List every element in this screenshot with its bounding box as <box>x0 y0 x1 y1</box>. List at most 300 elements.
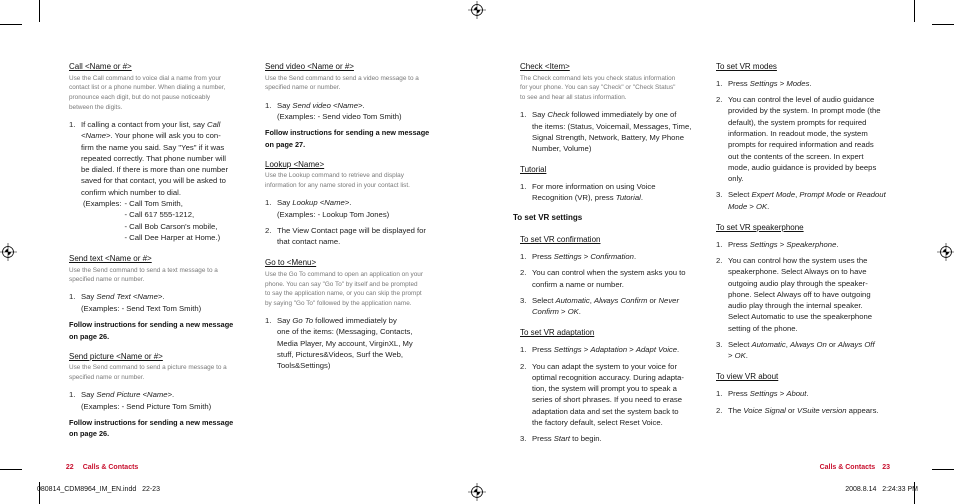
text-line: information for any name stored in your contact list. <box>265 182 410 190</box>
numbered-step <box>69 119 251 243</box>
text-run: confirm which number to dial. <box>81 187 181 197</box>
text-run: . Your phone will ask you to con- <box>110 131 221 141</box>
text-line: The Check command lets you check status information <box>520 74 676 82</box>
step-text <box>532 295 702 318</box>
text-run: firm the name you said. Say "Yes" if it was <box>81 142 225 152</box>
step-number: 2. <box>265 225 272 235</box>
text-line <box>728 266 898 277</box>
step-text <box>532 109 702 154</box>
text-line <box>277 225 447 236</box>
subsection-heading: Check <Item> <box>520 62 570 71</box>
text-run: only. <box>728 174 744 184</box>
numbered-step <box>69 291 251 314</box>
text-line <box>728 78 898 89</box>
subsection-heading: To set VR confirmation <box>520 235 601 245</box>
text-run: Select <box>728 340 752 350</box>
text-run: or <box>826 340 838 350</box>
step-number: 1. <box>520 181 527 191</box>
text-run: information. In readout mode, the system <box>728 128 868 138</box>
text-run: optimal recognition accuracy. During adapta- <box>532 372 684 382</box>
step-text <box>81 389 251 412</box>
text-line: Follow instructions for sending a new message <box>69 417 234 427</box>
step-number: 3. <box>520 296 527 306</box>
italic-term: Automatic <box>751 340 786 350</box>
numbered-step <box>716 239 898 250</box>
italic-term: Automatic <box>555 296 590 306</box>
text-line <box>81 291 251 302</box>
text-line <box>277 100 447 111</box>
text-line: on page 26. <box>69 429 110 439</box>
slug-timestamp: 2008.8.14 2:24:33 PM <box>845 486 918 493</box>
numbered-step <box>716 339 898 362</box>
text-line: for your phone. You can say "Check" or "Check Status" <box>520 84 676 92</box>
text-line <box>277 338 447 349</box>
text-run: For more information on using Voice <box>532 181 656 191</box>
text-line <box>728 128 898 139</box>
text-run: > <box>728 351 735 361</box>
italic-term: Never <box>658 296 680 306</box>
italic-term: OK <box>567 307 579 317</box>
numbered-step <box>520 344 702 355</box>
text-run: Signal Strength, Network, Battery, My Phone <box>532 132 684 142</box>
text-line <box>728 350 898 361</box>
text-run: The View Contact page will be displayed for <box>277 225 426 235</box>
text-run: mode, audio guidance is provided by beeps <box>728 162 877 172</box>
step-text <box>532 433 702 444</box>
text-run: that contact name. <box>277 237 341 247</box>
step-number: 1. <box>716 389 723 399</box>
registration-mark-icon <box>937 243 954 261</box>
text-run: setting of the phone. <box>728 323 798 333</box>
text-run: > <box>581 252 591 262</box>
text-run: Media Player, My account, VirginXL, My <box>277 338 413 348</box>
crop-mark <box>39 0 40 22</box>
example-command: - Call 617 555-1212, <box>124 210 195 220</box>
text-line <box>532 192 702 203</box>
numbered-step <box>265 225 447 248</box>
numbered-step <box>520 109 702 154</box>
text-run: (Examples: - Send video Tom Smith) <box>277 111 402 121</box>
text-run: the factory default, select Reset Voice. <box>532 418 663 428</box>
step-text <box>532 267 702 290</box>
numbered-step <box>265 315 447 371</box>
text-run: . <box>767 201 770 211</box>
step-text <box>277 197 447 220</box>
text-run: prompts for required information and reads <box>728 140 874 150</box>
text-run: > <box>777 78 787 88</box>
italic-term: Settings <box>749 239 778 249</box>
text-line <box>728 311 898 322</box>
italic-term: Prompt Mode <box>799 190 846 200</box>
text-line <box>728 339 898 350</box>
step-text <box>728 78 898 89</box>
step-number: 1. <box>265 316 272 326</box>
numbered-step <box>265 100 447 123</box>
text-line: specified name or number. <box>69 374 145 382</box>
text-run: > <box>558 307 568 317</box>
text-run: followed immediately by one of <box>569 110 677 120</box>
step-text <box>728 388 898 399</box>
text-line <box>277 315 447 326</box>
text-run: > <box>777 389 787 399</box>
text-run: (Examples: - Send Picture Tom Smith) <box>81 401 212 411</box>
text-run: You can adapt the system to your voice for <box>532 361 678 371</box>
command-description <box>69 363 251 382</box>
text-run: Say <box>277 316 293 326</box>
text-run: , <box>785 340 790 350</box>
italic-term: VSuite version <box>796 405 847 415</box>
text-run: . <box>806 389 809 399</box>
text-run: . <box>677 345 680 355</box>
text-line: Use the Send command to send a picture message to a <box>69 364 227 372</box>
text-line: pronounce each digit, but do not pause noticeably <box>69 94 211 101</box>
step-text <box>728 239 898 250</box>
text-line <box>728 117 898 128</box>
examples-label: (Examples: <box>83 198 122 208</box>
text-run: (Examples: - Lookup Tom Jones) <box>277 209 390 219</box>
text-run: saved for that contact, you will be asked to <box>81 176 226 186</box>
text-run: , <box>795 190 800 200</box>
text-run: appears. <box>846 405 879 415</box>
italic-term: Go To <box>292 316 314 326</box>
text-run: You can control the level of audio guidance <box>728 95 875 105</box>
text-line <box>81 153 251 164</box>
example-command: - Call Dee Harper at Home.) <box>124 232 221 242</box>
running-head: Calls & Contacts <box>82 464 139 471</box>
text-run: series of short phrases. If you need to erase <box>532 395 682 405</box>
crop-mark <box>932 24 954 25</box>
text-run: , <box>589 296 594 306</box>
page-reference-note <box>69 319 251 342</box>
text-run: Press <box>728 239 750 249</box>
text-run: . <box>809 78 812 88</box>
italic-term: About <box>786 389 807 399</box>
text-line: Use the Lookup command to retrieve and display <box>265 172 404 180</box>
text-column <box>716 61 898 416</box>
text-line: Use the Send command to send a video message to a <box>265 74 419 82</box>
text-line: Use the Go To command to open an application on your <box>265 270 423 278</box>
step-text <box>81 291 251 314</box>
text-line <box>81 175 251 186</box>
text-run: . <box>578 307 581 317</box>
italic-term: Check <box>547 110 570 120</box>
step-number: 3. <box>716 340 723 350</box>
text-line: Use the Send command to send a text message to a <box>69 266 218 274</box>
text-line <box>532 417 702 428</box>
crop-mark <box>932 469 954 470</box>
numbered-step <box>520 181 702 204</box>
example-command: - Call Tom Smith, <box>124 198 183 208</box>
text-line <box>532 181 702 192</box>
text-run: Select Automatic to use the speakerphone <box>728 312 873 322</box>
italic-term: Always Off <box>837 340 875 350</box>
command-description <box>69 266 251 285</box>
text-line <box>728 388 898 399</box>
step-number: 1. <box>265 198 272 208</box>
text-line <box>728 105 898 116</box>
text-run: or <box>647 296 659 306</box>
text-line <box>728 173 898 184</box>
text-line <box>728 278 898 289</box>
text-line: to say the application name, or you can skip the prompt <box>265 290 422 298</box>
step-text <box>728 339 898 362</box>
text-line: on page 26. <box>69 331 110 341</box>
numbered-step <box>716 405 898 416</box>
text-run: or <box>845 190 857 200</box>
text-line: Follow instructions for sending a new message <box>265 128 430 138</box>
text-run: Press <box>532 252 554 262</box>
text-line <box>728 289 898 300</box>
step-text <box>277 225 447 248</box>
text-run: Say <box>532 110 548 120</box>
numbered-step <box>520 433 702 444</box>
step-text <box>532 251 702 262</box>
step-number: 3. <box>520 434 527 444</box>
italic-term: Send Picture <Name> <box>96 390 173 400</box>
text-line <box>81 130 251 141</box>
text-run: stuff, Pictures&Videos, Surf the Web, <box>277 350 404 360</box>
italic-term: Settings <box>553 345 582 355</box>
text-run: > <box>627 345 636 355</box>
text-run: the items: (Status, Voicemail, Messages, Time, <box>532 121 692 131</box>
italic-term: Readout <box>856 190 886 200</box>
subsection-heading: To view VR about <box>716 372 779 382</box>
text-line: to see and hear all status information. <box>520 94 627 101</box>
step-text <box>728 255 898 334</box>
subsection-heading: To set VR speakerphone <box>716 222 804 232</box>
text-run: provided by the system. In prompt mode (the <box>728 106 881 116</box>
italic-term: Adaptation <box>590 345 628 355</box>
subsection-heading: To set VR modes <box>716 62 777 71</box>
text-run: out the contents of the screen. In expert <box>728 151 864 161</box>
italic-term: Adapt Voice <box>635 345 678 355</box>
text-line <box>81 142 251 153</box>
page-number: 22 <box>65 464 74 471</box>
step-text <box>728 94 898 184</box>
step-text <box>277 100 447 123</box>
italic-term: Mode <box>728 201 748 211</box>
numbered-step <box>520 361 702 429</box>
page-number: 23 <box>882 464 890 471</box>
italic-term: Send video <Name> <box>292 100 363 110</box>
step-number: 1. <box>520 345 527 355</box>
text-run: Press <box>728 78 750 88</box>
text-run: audio play through the internal speaker. <box>728 301 863 311</box>
step-text <box>728 405 898 416</box>
text-run: Number, Volume) <box>532 144 592 154</box>
text-line <box>728 300 898 311</box>
step-number: 2. <box>716 95 723 105</box>
italic-term: Expert Mode <box>751 190 796 200</box>
right-page-footer <box>816 453 890 473</box>
italic-term: <Name> <box>81 131 111 141</box>
crop-mark <box>914 0 915 22</box>
text-line <box>277 326 447 337</box>
italic-term: Call <box>207 119 221 129</box>
text-run: . <box>162 292 165 302</box>
text-run: confirm a name or number. <box>532 279 624 289</box>
text-line <box>81 303 251 314</box>
text-column <box>265 61 447 372</box>
subsection-heading: Send picture <Name or #> <box>69 351 163 361</box>
text-run: > <box>581 345 591 355</box>
text-line <box>728 189 898 200</box>
registration-mark-icon <box>468 483 486 501</box>
text-line: on page 27. <box>265 139 306 149</box>
text-line <box>81 187 251 198</box>
subsection-heading: Lookup <Name> <box>265 159 325 169</box>
numbered-step <box>520 295 702 318</box>
text-run: (Examples: - Send Text Tom Smith) <box>81 303 202 313</box>
text-line <box>532 433 702 444</box>
command-description <box>265 171 447 190</box>
text-line <box>532 109 702 120</box>
text-run: You can control when the system asks you to <box>532 268 686 278</box>
text-line <box>81 389 251 400</box>
text-line: specified name or number. <box>265 84 341 92</box>
text-run: If calling a contact from your list, say <box>81 119 208 129</box>
step-number: 2. <box>520 268 527 278</box>
text-line: Follow instructions for sending a new message <box>69 320 234 330</box>
text-line <box>81 119 251 130</box>
text-run: be dialed. If there is more than one number <box>81 165 229 175</box>
step-text <box>532 181 702 204</box>
text-run: . <box>172 390 175 400</box>
text-line <box>532 406 702 417</box>
text-run: . <box>745 351 748 361</box>
slug-filename: 080814_CDM8964_IM_EN.indd 22-23 <box>37 486 160 493</box>
step-number: 1. <box>69 390 76 400</box>
text-line <box>277 111 447 122</box>
text-run: . <box>362 100 365 110</box>
text-run: Press <box>728 389 750 399</box>
text-run: You can control how the system uses the <box>728 255 868 265</box>
text-run: . <box>640 193 643 203</box>
text-line <box>728 139 898 150</box>
text-run: phone. Select Always off to have outgoing <box>728 289 871 299</box>
registration-mark-icon <box>0 243 17 261</box>
subsection-heading: Send video <Name or #> <box>265 62 354 71</box>
crop-mark <box>0 24 22 25</box>
text-run: Press <box>532 434 554 444</box>
numbered-step <box>520 267 702 290</box>
italic-term: Settings <box>553 252 582 262</box>
subsection-heading: Go to <Menu> <box>265 258 317 268</box>
step-number: 2. <box>716 405 723 415</box>
text-line: Use the Call command to voice dial a name from your <box>69 74 222 82</box>
step-number: 1. <box>69 292 76 302</box>
italic-term: Start <box>553 434 571 444</box>
text-line: between the digits. <box>69 103 123 111</box>
numbered-step <box>520 251 702 262</box>
text-line: phone. You can say "Go To" by itself and be prompted <box>265 280 418 288</box>
subsection-heading: Tutorial <box>520 165 547 175</box>
text-line <box>728 255 898 266</box>
subsection-heading: Send text <Name or #> <box>69 253 152 263</box>
text-line <box>728 94 898 105</box>
text-line <box>532 344 702 355</box>
text-run: Say <box>277 198 293 208</box>
italic-term: Tutorial <box>615 193 641 203</box>
text-column <box>69 61 251 440</box>
italic-term: Speakerphone <box>786 239 837 249</box>
text-run: to begin. <box>570 434 602 444</box>
text-line <box>728 405 898 416</box>
step-text <box>81 119 251 243</box>
text-line <box>532 306 702 317</box>
command-description <box>265 270 447 309</box>
text-run: > <box>777 239 787 249</box>
text-line <box>728 201 898 212</box>
step-text <box>532 344 702 355</box>
step-number: 1. <box>69 119 76 129</box>
section-heading: To set VR settings <box>513 212 583 222</box>
crop-mark <box>0 469 22 470</box>
step-number: 1. <box>520 252 527 262</box>
text-line <box>532 279 702 290</box>
italic-term: Confirm <box>532 307 559 317</box>
text-run: one of the items: (Messaging, Contacts, <box>277 327 413 337</box>
subsection-heading: Call <Name or #> <box>69 62 132 71</box>
text-run: speakerphone. Select Always on to have <box>728 267 867 277</box>
text-run: Select <box>728 190 752 200</box>
text-run: Tools&Settings) <box>277 361 331 371</box>
registration-mark-icon <box>468 1 486 19</box>
text-line: by saying "Go To" followed by the application name. <box>265 299 412 307</box>
text-line <box>728 151 898 162</box>
text-line <box>532 361 702 372</box>
text-line <box>532 132 702 143</box>
text-run: adaptation data and set the system back to <box>532 406 679 416</box>
text-run: The <box>728 405 744 415</box>
voice-command-examples <box>81 198 251 243</box>
text-line <box>277 360 447 371</box>
text-line <box>81 164 251 175</box>
numbered-step <box>716 94 898 184</box>
text-line <box>532 251 702 262</box>
numbered-step <box>265 197 447 220</box>
text-run: outgoing audio play through the speaker- <box>728 278 868 288</box>
page-reference-note <box>265 127 447 150</box>
numbered-step <box>716 78 898 89</box>
text-line <box>532 295 702 306</box>
text-run: default), the system prompts for required <box>728 117 867 127</box>
text-line <box>728 323 898 334</box>
subsection-heading: To set VR adaptation <box>520 328 595 338</box>
text-line <box>277 197 447 208</box>
text-line <box>728 162 898 173</box>
text-line <box>532 267 702 278</box>
italic-term: Modes <box>786 78 810 88</box>
text-run: > <box>747 201 756 211</box>
text-run: . <box>633 252 637 262</box>
step-number: 1. <box>265 100 272 110</box>
italic-term: Settings <box>749 389 778 399</box>
step-number: 2. <box>716 255 723 265</box>
step-number: 1. <box>520 110 527 120</box>
text-run: or <box>785 405 797 415</box>
page-reference-note <box>69 417 251 440</box>
text-run: Recognition (VR), press <box>532 193 616 203</box>
text-run: Select <box>532 296 556 306</box>
text-line: specified name or number. <box>69 276 145 284</box>
command-description <box>520 74 702 103</box>
text-line <box>81 401 251 412</box>
text-line <box>532 394 702 405</box>
step-text <box>277 315 447 371</box>
text-run: tion, the system will prompt you to speak a <box>532 384 677 394</box>
text-column <box>513 61 702 445</box>
